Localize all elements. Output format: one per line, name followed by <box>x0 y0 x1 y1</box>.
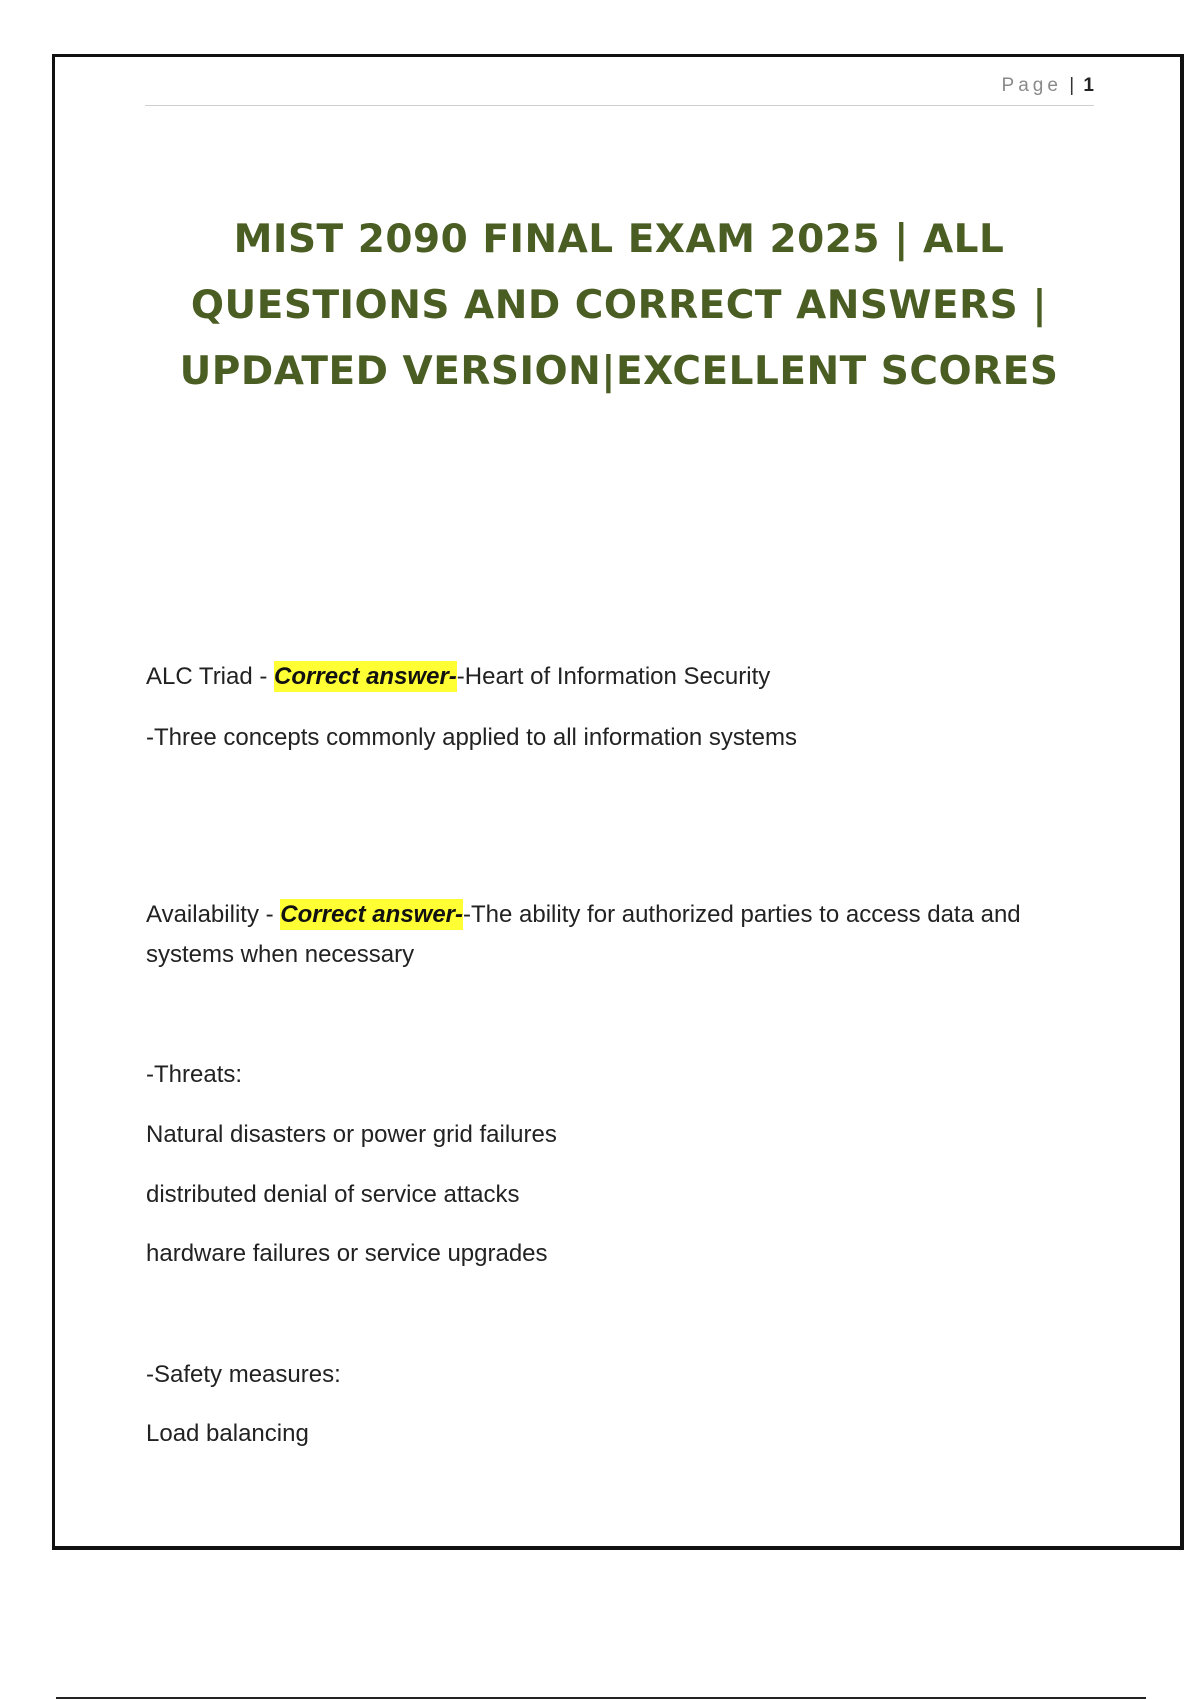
document-title <box>95 207 1143 405</box>
entry-definition: -The ability for authorized parties to access data and systems when necessary <box>146 901 1021 968</box>
bottom-divider <box>56 1697 1146 1699</box>
threat-item: distributed denial of service attacks <box>146 1181 520 1208</box>
document-page <box>52 54 1184 1550</box>
safety-heading: -Safety measures: <box>146 1361 341 1388</box>
correct-answer-label: Correct answer- <box>274 663 457 690</box>
threat-item: Natural disasters or power grid failures <box>146 1121 557 1148</box>
page-label: Page <box>1001 75 1062 96</box>
entry-availability <box>146 895 1106 975</box>
threats-heading: -Threats: <box>146 1061 243 1088</box>
entry-term: ALC Triad - <box>146 663 275 690</box>
correct-answer-label: Correct answer- <box>280 901 464 928</box>
page-number: 1 <box>1083 75 1094 96</box>
title-line-1: MIST 2090 FINAL EXAM 2025 | ALL <box>233 217 1005 262</box>
entry-alc-triad <box>146 657 770 697</box>
entry-term: Availability - <box>146 901 281 928</box>
title-line-3: UPDATED VERSION|EXCELLENT SCORES <box>179 349 1059 394</box>
title-line-2: QUESTIONS AND CORRECT ANSWERS | <box>190 283 1048 328</box>
threat-item: hardware failures or service upgrades <box>146 1240 548 1267</box>
entry-definition: -Heart of Information Security <box>456 663 771 690</box>
page-separator: | <box>1069 75 1075 96</box>
alc-detail-line: -Three concepts commonly applied to all information systems <box>146 724 797 751</box>
safety-item: Load balancing <box>146 1420 309 1447</box>
page-header <box>145 75 1094 106</box>
